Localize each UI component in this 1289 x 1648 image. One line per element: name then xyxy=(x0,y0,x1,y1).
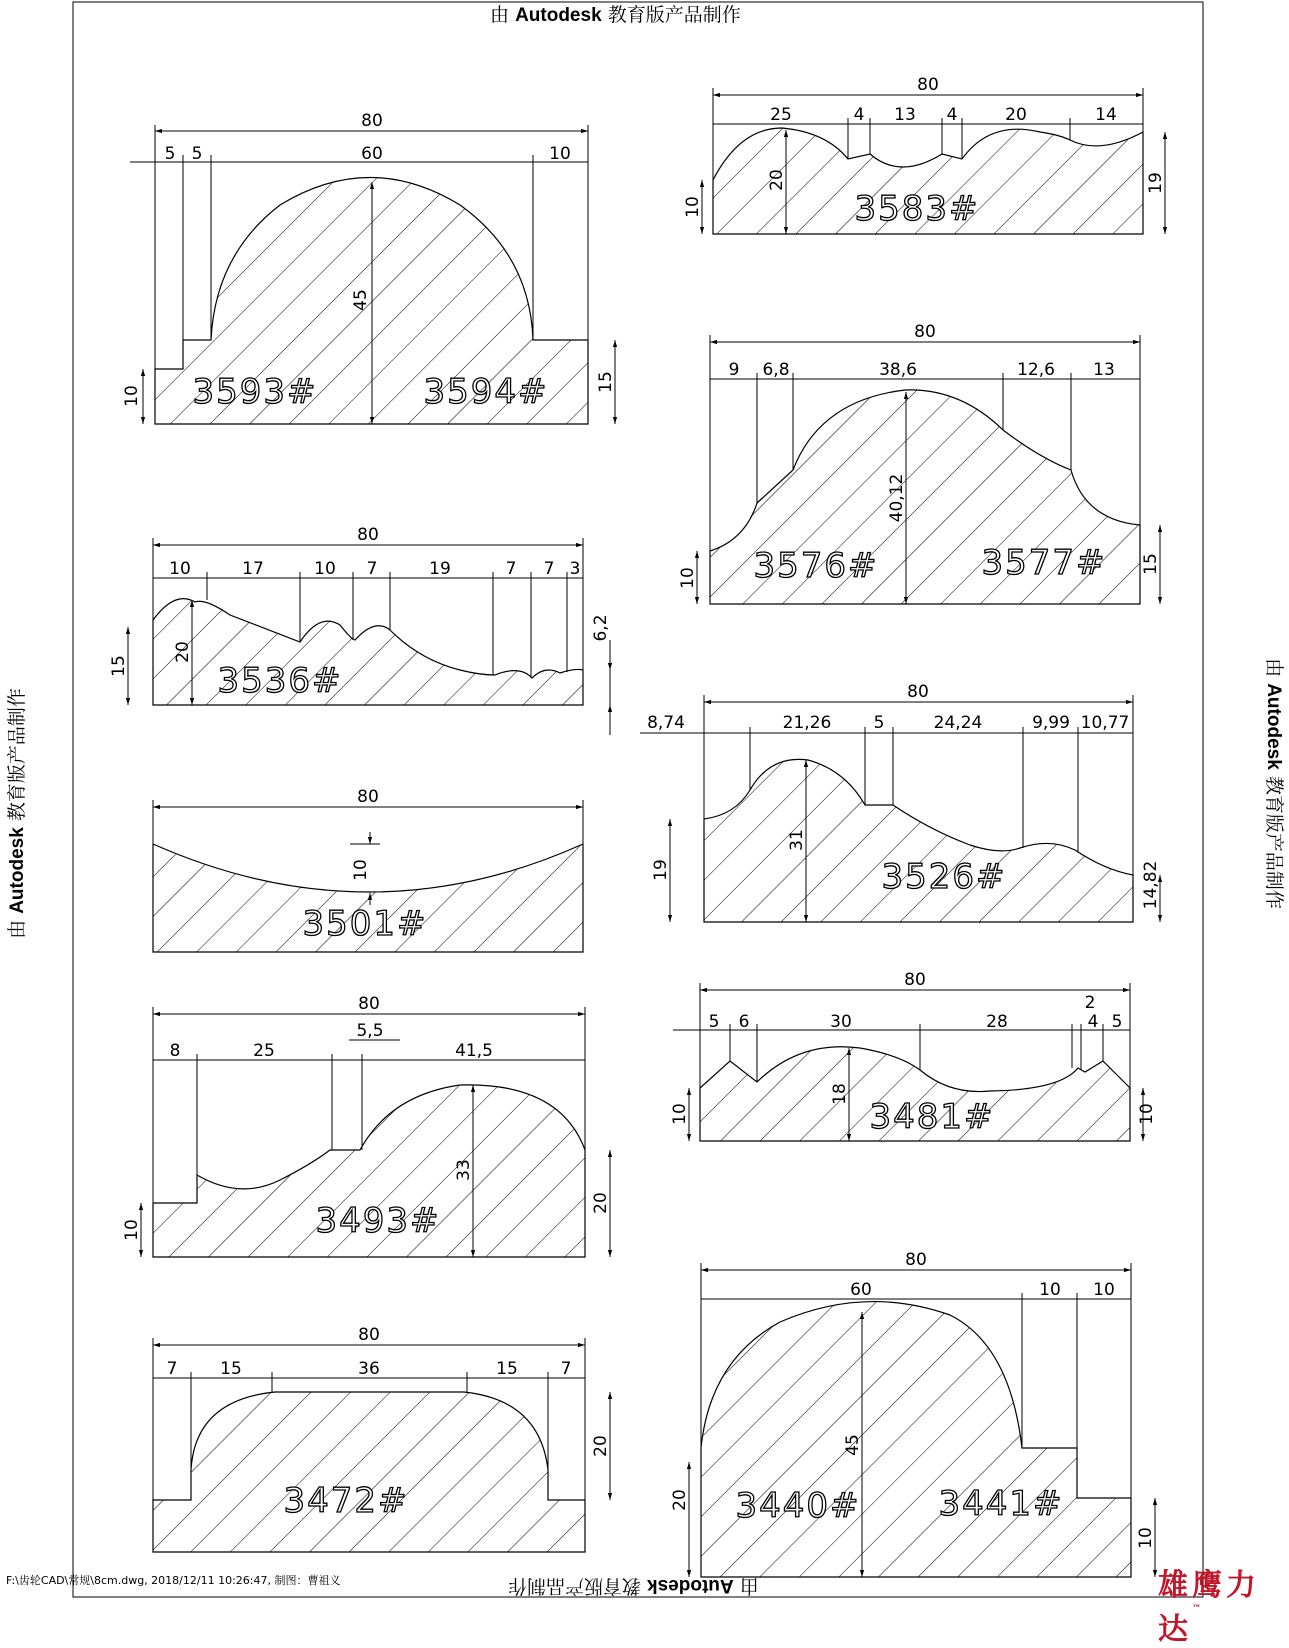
dim-left: 15 xyxy=(109,655,129,677)
dim-5: 7 xyxy=(560,1359,572,1379)
dim-left: 20 xyxy=(670,1489,690,1511)
dim-4: 24,24 xyxy=(933,713,983,733)
dim-overall: 80 xyxy=(357,787,379,807)
dim-4: 15 xyxy=(496,1359,518,1379)
dim-2: 21,26 xyxy=(782,713,832,733)
profile-3576 xyxy=(678,322,1161,604)
dim-3: 10 xyxy=(1093,1280,1115,1300)
dim-height: 45 xyxy=(351,289,371,311)
dim-right: 19 xyxy=(1146,172,1166,194)
trademark-mark: ™ xyxy=(1192,1604,1201,1614)
sheet-border xyxy=(73,2,1203,1597)
watermark-brand: Autodesk xyxy=(1262,683,1284,770)
label-3526: 3526# xyxy=(881,857,1007,897)
dim-4: 10 xyxy=(549,144,571,164)
watermark-suffix: 教育版产品制作 xyxy=(508,1575,642,1597)
profile-3583 xyxy=(683,75,1166,234)
dim-6: 7 xyxy=(505,559,517,579)
dim-2: 15 xyxy=(220,1359,242,1379)
dim-overall: 80 xyxy=(357,525,379,545)
dim-1: 25 xyxy=(770,105,792,125)
dim-left: 10 xyxy=(122,1219,142,1241)
label-3481: 3481# xyxy=(869,1097,995,1137)
label-3501: 3501# xyxy=(302,904,428,944)
watermark-suffix: 教育版产品制作 xyxy=(1262,775,1285,909)
dim-right: 20 xyxy=(591,1192,611,1214)
dim-left: 10 xyxy=(670,1103,690,1125)
label-3536: 3536# xyxy=(217,661,343,701)
dim-5: 2 xyxy=(1084,993,1096,1013)
watermark-prefix: 由 xyxy=(1262,658,1285,678)
dim-2: 5 xyxy=(191,144,203,164)
dim-overall: 80 xyxy=(904,970,926,990)
dim-left: 10 xyxy=(678,567,698,589)
dim-3: 38,6 xyxy=(879,360,917,380)
profile-3472-shape xyxy=(153,1392,585,1552)
dim-height: 33 xyxy=(454,1159,474,1181)
watermark-brand: Autodesk xyxy=(647,1575,734,1596)
dim-overall: 80 xyxy=(361,111,383,131)
watermark-bottom xyxy=(508,1574,759,1601)
dim-1: 10 xyxy=(169,559,191,579)
dim-height: 20 xyxy=(173,641,193,663)
dim-2: 10 xyxy=(1039,1280,1061,1300)
dim-1: 5 xyxy=(708,1012,720,1032)
dim-1: 60 xyxy=(850,1280,872,1300)
dim-height: 20 xyxy=(767,169,787,191)
dim-8: 3 xyxy=(569,559,581,579)
label-3441: 3441# xyxy=(938,1484,1064,1524)
watermark-right xyxy=(1262,658,1289,909)
profile-3481 xyxy=(670,970,1157,1141)
dim-right: 14,82 xyxy=(1141,860,1161,910)
dim-3: 60 xyxy=(361,144,383,164)
dim-4: 4 xyxy=(946,105,958,125)
dim-7: 5 xyxy=(1111,1012,1123,1032)
watermark-prefix: 由 xyxy=(490,4,510,26)
dim-3: 36 xyxy=(358,1359,380,1379)
dim-height: 45 xyxy=(843,1434,863,1456)
dim-overall: 80 xyxy=(905,1250,927,1270)
label-3577: 3577# xyxy=(981,543,1107,583)
brand-logo-text: 雄鹰力达 xyxy=(1158,1568,1260,1647)
dim-4: 7 xyxy=(366,559,378,579)
dim-7: 7 xyxy=(543,559,555,579)
dim-6: 10,77 xyxy=(1080,713,1130,733)
label-3594: 3594# xyxy=(423,372,549,412)
dim-overall: 80 xyxy=(907,682,929,702)
dim-right: 10 xyxy=(1137,1103,1157,1125)
watermark-suffix: 教育版产品制作 xyxy=(5,688,28,822)
watermark-brand: Autodesk xyxy=(515,5,602,26)
dim-1: 9 xyxy=(728,360,740,380)
label-3493: 3493# xyxy=(315,1201,441,1241)
dim-height: 18 xyxy=(830,1083,850,1105)
dim-3: 13 xyxy=(894,105,916,125)
dim-right: 6,2 xyxy=(591,614,611,642)
watermark-prefix: 由 xyxy=(739,1575,759,1597)
dim-3: 5 xyxy=(873,713,885,733)
dim-3: 5,5 xyxy=(356,1021,384,1041)
dim-1: 7 xyxy=(166,1359,178,1379)
profile-3526 xyxy=(640,682,1161,922)
dim-4: 12,6 xyxy=(1017,360,1055,380)
dim-right: 15 xyxy=(1141,553,1161,575)
dim-3: 30 xyxy=(830,1012,852,1032)
dim-2: 25 xyxy=(253,1041,275,1061)
watermark-suffix: 教育版产品制作 xyxy=(607,4,741,26)
dim-left: 10 xyxy=(683,196,703,218)
dim-2: 4 xyxy=(853,105,865,125)
profile-3501 xyxy=(153,787,583,952)
label-3593: 3593# xyxy=(192,372,318,412)
dim-6: 14 xyxy=(1095,105,1117,125)
dim-4: 41,5 xyxy=(455,1041,493,1061)
label-3440: 3440# xyxy=(735,1486,861,1526)
dim-height: 31 xyxy=(787,829,807,851)
profile-3526-shape xyxy=(704,759,1133,922)
watermark-prefix: 由 xyxy=(5,919,28,939)
profile-3493 xyxy=(122,994,611,1257)
dim-height: 10 xyxy=(351,859,371,881)
dim-5: 13 xyxy=(1093,360,1115,380)
dim-right: 10 xyxy=(1136,1527,1156,1549)
dim-2: 6 xyxy=(738,1012,750,1032)
profile-3440 xyxy=(670,1250,1156,1577)
dim-6: 4 xyxy=(1087,1012,1099,1032)
dim-1: 5 xyxy=(164,144,176,164)
dim-right: 20 xyxy=(591,1435,611,1457)
label-3472: 3472# xyxy=(283,1481,409,1521)
dim-3: 10 xyxy=(314,559,336,579)
dim-left: 19 xyxy=(651,859,671,881)
profile-3593 xyxy=(122,111,616,424)
dim-left: 10 xyxy=(122,385,142,407)
dim-overall: 80 xyxy=(358,1325,380,1345)
file-path-info: F:\齿轮CAD\常规\8cm.dwg, 2018/12/11 10:26:47, 制图：曹祖义 xyxy=(6,1574,341,1587)
dim-4: 28 xyxy=(986,1012,1008,1032)
dim-overall: 80 xyxy=(914,322,936,342)
dim-1: 8 xyxy=(169,1041,181,1061)
label-3583: 3583# xyxy=(854,189,980,229)
profile-3472 xyxy=(153,1325,611,1552)
dim-height: 40,12 xyxy=(887,473,907,523)
dim-2: 6,8 xyxy=(762,360,790,380)
dim-1: 8,74 xyxy=(647,713,685,733)
brand-logo xyxy=(1158,1560,1280,1648)
watermark-brand: Autodesk xyxy=(6,827,28,914)
watermark-top xyxy=(490,0,741,27)
dim-5: 20 xyxy=(1005,105,1027,125)
profile-3440-shape xyxy=(701,1302,1131,1577)
dim-5: 19 xyxy=(429,559,451,579)
dim-overall: 80 xyxy=(358,994,380,1014)
label-3576: 3576# xyxy=(753,546,879,586)
dim-overall: 80 xyxy=(917,75,939,95)
dim-5: 9,99 xyxy=(1032,713,1070,733)
dim-2: 17 xyxy=(242,559,264,579)
watermark-left xyxy=(2,688,29,939)
dim-right: 15 xyxy=(596,371,616,393)
profile-3536 xyxy=(109,525,611,735)
